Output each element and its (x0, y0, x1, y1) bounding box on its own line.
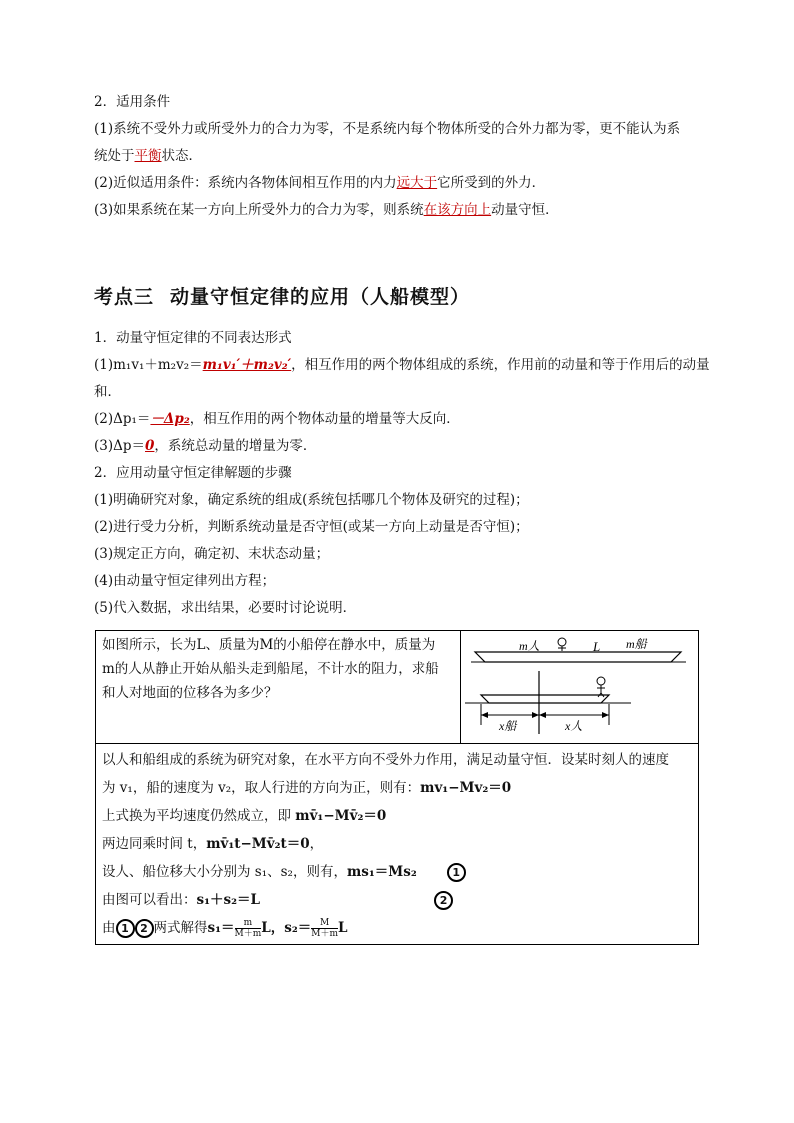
condition-1b: 统处于平衡状态． (94, 148, 202, 164)
solution-line-5: 设人、船位移大小分别为 s₁、s₂，则有，ms₁＝Ms₂ 1 (102, 858, 692, 886)
answer-form-1: m₁v₁′＋m₂v₂′ (202, 357, 292, 373)
answer-much-greater: 远大于 (396, 175, 438, 191)
fraction-s1: $\frac{m}{M+m}$ (234, 918, 262, 939)
conditions-title: 2．适用条件 (94, 94, 171, 110)
solution-line-7: 由 1 2 两式解得s₁＝ $\frac{m}{M+m}$ L，s₂＝ $\frac{M}{M+m}$ L (102, 918, 348, 939)
forms-title: 1．动量守恒定律的不同表达形式 (94, 330, 292, 346)
equation-marker-2: 2 (434, 891, 453, 910)
step-1: (1)明确研究对象，确定系统的组成(系统包括哪几个物体及研究的过程)； (94, 492, 529, 508)
answer-that-direction: 在该方向上 (423, 202, 492, 218)
form-1: (1)m₁v₁＋m₂v₂＝m₁v₁′＋m₂v₂′，相互作用的两个物体组成的系统，作用前的动量和等于作用后的动量 (94, 357, 710, 373)
fraction-s2: $\frac{M}{M+m}$ (311, 918, 339, 939)
solution-line-3: 上式换为平均速度仍然成立，即 mv̄₁−Mv̄₂＝0 (102, 808, 387, 824)
label-m-boat: m船 (625, 637, 647, 651)
answer-form-3: 0 (145, 438, 155, 454)
section-heading: 考点三 动量守恒定律的应用（人船模型） (94, 286, 471, 308)
condition-2: (2)近似适用条件：系统内各物体间相互作用的内力远大于它所受到的外力． (94, 175, 546, 191)
step-5: (5)代入数据，求出结果，必要时讨论说明． (94, 600, 357, 616)
answer-form-2: －Δp₂ (150, 411, 190, 427)
example-table (95, 630, 699, 945)
condition-3: (3)如果系统在某一方向上所受外力的合力为零，则系统在该方向上动量守恒． (94, 202, 559, 218)
form-3: (3)Δp＝0，系统总动量的增量为零． (94, 438, 317, 454)
label-x-boat: x船 (498, 719, 517, 733)
answer-balance: 平衡 (134, 148, 162, 164)
solution-line-4: 两边同乘时间 t，mv̄₁t−Mv̄₂t＝0， (102, 836, 324, 852)
solution-line-1: 以人和船组成的系统为研究对象，在水平方向不受外力作用，满足动量守恒．设某时刻人的速度 (102, 752, 669, 768)
equation-marker-1: 1 (447, 863, 466, 882)
boat-figure (460, 631, 698, 744)
boat-diagram (461, 631, 697, 735)
step-4: (4)由动量守恒定律列出方程； (94, 573, 276, 589)
solution-text (96, 744, 699, 945)
form-1-cont: 和． (94, 384, 121, 400)
step-3: (3)规定正方向，确定初、末状态动量； (94, 546, 330, 562)
condition-1a: (1)系统不受外力或所受外力的合力为零，不是系统内每个物体所受的合外力都为零，更不能认为系 (94, 121, 681, 137)
label-x-person: x人 (564, 719, 583, 733)
form-2: (2)Δp₁＝－Δp₂，相互作用的两个物体动量的增量等大反向． (94, 411, 460, 427)
problem-text: 如图所示，长为L、质量为M的小船停在静水中，质量为 m的人从静止开始从船头走到船尾，不计水的阻力，求船 和人对地面的位移各为多少？ (96, 631, 461, 744)
solution-line-2: 为 v₁，船的速度为 v₂，取人行进的方向为正，则有：mv₁−Mv₂＝0 (102, 780, 512, 796)
label-m-person: m人 (518, 639, 540, 653)
steps-title: 2．应用动量守恒定律解题的步骤 (94, 465, 292, 481)
label-L: L (592, 639, 601, 654)
solution-line-6: 由图可以看出：s₁＋s₂＝L 2 (102, 886, 692, 914)
step-2: (2)进行受力分析，判断系统动量是否守恒(或某一方向上动量是否守恒)； (94, 519, 529, 535)
